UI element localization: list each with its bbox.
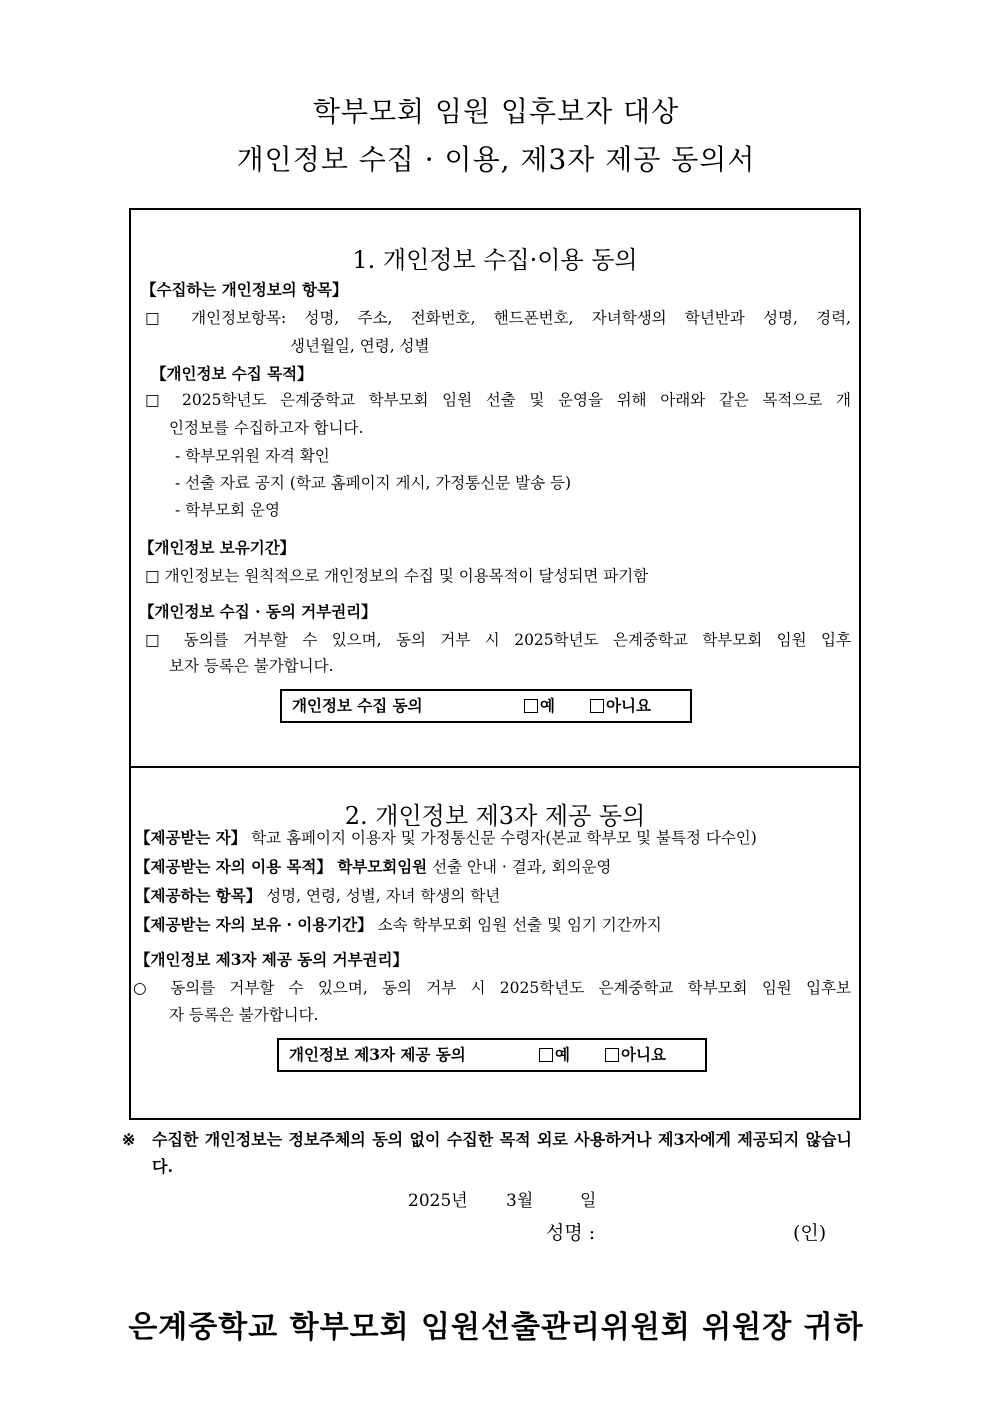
purpose-item: - 학부모위원 자격 확인 (175, 447, 330, 465)
recipient-value: 학교 홈페이지 이용자 및 가정통신문 수령자(본교 학부모 및 불특정 다수인) (246, 829, 757, 847)
signature-seal: (인) (793, 1222, 827, 1244)
refusal-line2: 보자 등록은 불가합니다. (169, 657, 334, 675)
third-party-consent-box (277, 1038, 707, 1072)
footer-addressee: 은계중학교 학부모회 임원선출관리위원회 위원장 귀하 (128, 1310, 864, 1345)
third-party-consent-label: 개인정보 제3자 제공 동의 (289, 1045, 466, 1064)
checkbox-icon[interactable] (590, 699, 604, 713)
date-day: 일 (580, 1191, 597, 1211)
refusal-line1: □ 동의를 거부할 수 있으며, 동의 거부 시 2025학년도 은계중학교 학부모회 임원 입후 (145, 631, 851, 649)
notice-text: 수집한 개인정보는 정보주체의 동의 없이 수집한 목적 외로 사용하거나 제3자에게 제공되지 않습니다. (152, 1130, 852, 1176)
checkbox-icon[interactable] (539, 1048, 553, 1062)
third-party-consent-yes[interactable] (539, 1040, 570, 1070)
checkbox-icon[interactable] (605, 1048, 619, 1062)
retention-period-value: 소속 학부모회 임원 선출 및 임기 기간까지 (372, 916, 662, 934)
purpose-item: - 학부모회 운영 (175, 501, 280, 519)
no-label: 아니요 (621, 1045, 666, 1064)
document-title-line1: 학부모회 임원 입후보자 대상 (312, 95, 680, 128)
retention-line: □ 개인정보는 원칙적으로 개인정보의 수집 및 이용목적이 달성되면 파기함 (145, 567, 649, 585)
notice (122, 1126, 852, 1180)
date-month: 3월 (506, 1191, 534, 1211)
collection-consent-no[interactable] (590, 691, 651, 721)
use-purpose-value: 선출 안내 · 결과, 회의운영 (427, 858, 612, 876)
retention-period-label: 【제공받는 자의 보유 · 이용기간】 (135, 915, 373, 934)
use-purpose-label: 【제공받는 자의 이용 목적】 (135, 857, 332, 876)
refusal-heading: 【개인정보 수집 · 동의 거부권리】 (139, 602, 377, 621)
third-party-refusal-line1: ○ 동의를 거부할 수 있으며, 동의 거부 시 2025학년도 은계중학교 학부모회 임원 입후보 (133, 979, 851, 997)
recipient-label: 【제공받는 자】 (135, 828, 247, 847)
provided-items-row (135, 886, 500, 906)
collected-items-line2: 생년월일, 연령, 성별 (290, 337, 430, 355)
recipient-row (135, 828, 757, 848)
signature-label: 성명 : (546, 1222, 596, 1244)
collection-consent-label: 개인정보 수집 동의 (292, 696, 423, 715)
collected-items-line1: □ 개인정보항목: 성명, 주소, 전화번호, 핸드폰번호, 자녀학생의 학년반과 성명, 경력, (145, 309, 851, 327)
use-purpose-row (135, 857, 611, 877)
purpose-heading: 【개인정보 수집 목적】 (151, 364, 313, 383)
no-label: 아니요 (606, 696, 651, 715)
checkbox-icon[interactable] (524, 699, 538, 713)
yes-label: 예 (555, 1045, 570, 1064)
yes-label: 예 (540, 696, 555, 715)
document-title-line2: 개인정보 수집 · 이용, 제3자 제공 동의서 (236, 143, 756, 176)
third-party-consent-no[interactable] (605, 1040, 666, 1070)
purpose-item: - 선출 자료 공지 (학교 홈페이지 게시, 가정통신문 발송 등) (175, 474, 572, 492)
section1-title: 1. 개인정보 수집·이용 동의 (352, 246, 638, 274)
date-year: 2025년 (408, 1191, 468, 1211)
provided-items-value: 성명, 연령, 성별, 자녀 학생의 학년 (261, 887, 501, 905)
section1-box (129, 208, 861, 768)
purpose-line2: 인정보를 수집하고자 합니다. (169, 419, 364, 437)
retention-heading: 【개인정보 보유기간】 (139, 538, 296, 557)
purpose-line1: □ 2025학년도 은계중학교 학부모회 임원 선출 및 운영을 위해 아래와 같은 목적으로 개 (145, 391, 851, 409)
collected-items-heading: 【수집하는 개인정보의 항목】 (141, 280, 348, 299)
collection-consent-box (280, 689, 692, 723)
section2-box (129, 766, 861, 1120)
section2-title: 2. 개인정보 제3자 제공 동의 (344, 802, 646, 830)
reference-mark-icon: ※ (122, 1130, 136, 1149)
third-party-refusal-line2: 자 등록은 불가합니다. (169, 1006, 319, 1024)
retention-period-row (135, 915, 662, 935)
third-party-refusal-heading: 【개인정보 제3자 제공 동의 거부권리】 (135, 950, 408, 969)
collection-consent-yes[interactable] (524, 691, 555, 721)
use-purpose-bold: 학부모회임원 (331, 857, 428, 876)
provided-items-label: 【제공하는 항목】 (135, 886, 262, 905)
